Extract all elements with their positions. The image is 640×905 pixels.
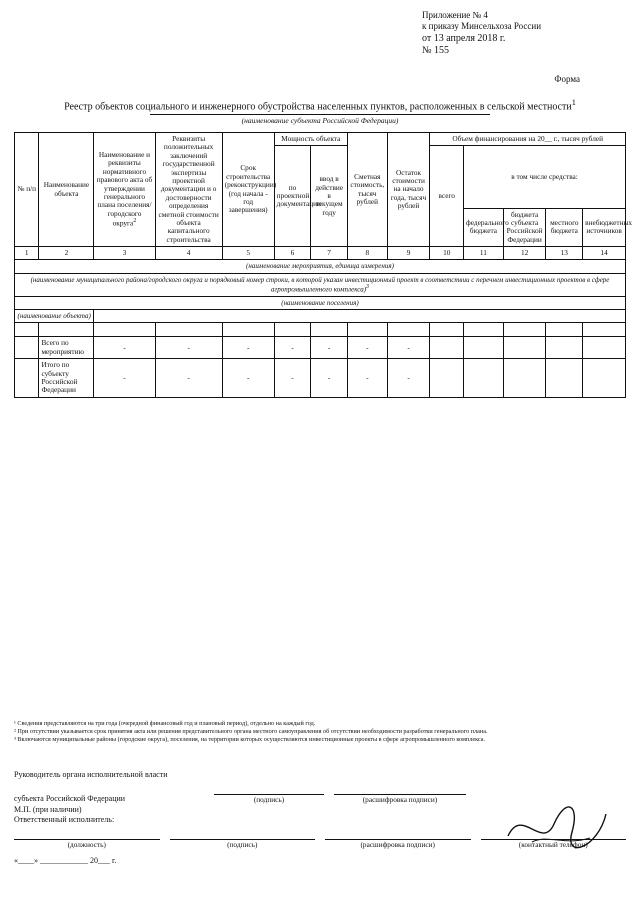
header-including-funds: в том числе средства: — [464, 146, 626, 208]
dash-cell: - — [274, 337, 311, 359]
header-capacity-group: Мощность объекта — [274, 133, 347, 146]
column-number: 5 — [222, 247, 274, 260]
empty-cell — [274, 323, 311, 337]
empty-cell — [155, 323, 222, 337]
dash-cell: - — [347, 359, 387, 398]
appendix-date: от 13 апреля 2018 г. — [422, 32, 506, 44]
dash-cell: - — [311, 359, 348, 398]
column-number: 10 — [430, 247, 464, 260]
header-capacity-commissioning: ввод в действие в текущем году — [311, 146, 348, 247]
empty-cell — [464, 359, 504, 398]
empty-cell — [94, 310, 626, 323]
empty-cell — [583, 323, 626, 337]
executor-signature-field-wrap — [170, 828, 316, 850]
header-expertise: Реквизиты положительных заключений государственной экспертизы проектной документации и о достоверности определения сметной стоимости объекта капитального строительства — [155, 133, 222, 247]
column-number: 12 — [503, 247, 546, 260]
header-subject-budget: бюджета субъекта Российской Федерации — [503, 208, 546, 247]
total-subject-row — [15, 359, 626, 398]
district-caption-row — [15, 273, 626, 296]
dash-cell: - — [387, 359, 430, 398]
dash-cell: - — [347, 337, 387, 359]
header-financing-group: Объем финансирования на 20__ г., тысяч рублей — [430, 133, 626, 146]
header-remaining-cost: Остаток стоимости на начало года, тысяч рублей — [387, 133, 430, 247]
dash-cell: - — [387, 337, 430, 359]
empty-cell — [464, 337, 504, 359]
executor-decoding-caption: (расшифровка подписи) — [360, 840, 435, 850]
empty-cell — [39, 323, 94, 337]
empty-cell — [464, 323, 504, 337]
footnote-1: ¹ Сведения представляются на три года (очередной финансовый год и плановый период), отдельно на каждый год. — [14, 720, 316, 727]
empty-cell — [546, 359, 583, 398]
header-object-name: Наименование объекта — [39, 133, 94, 247]
dash-cell: - — [155, 359, 222, 398]
district-caption — [15, 273, 626, 296]
head-decoding-caption: (расшифровка подписи) — [362, 794, 438, 804]
empty-cell — [311, 323, 348, 337]
title-footnote-mark: 1 — [571, 98, 576, 107]
dash-cell: - — [94, 359, 155, 398]
empty-cell — [222, 323, 274, 337]
header-federal-budget: федерального бюджета — [464, 208, 504, 247]
executor-decoding-field-wrap — [325, 828, 471, 850]
empty-cell — [387, 323, 430, 337]
executor-decoding-field — [325, 828, 471, 840]
phone-caption: (контактный телефон) — [518, 840, 588, 850]
executor-signature-field — [170, 828, 316, 840]
empty-cell — [15, 337, 39, 359]
settlement-caption-row — [15, 296, 626, 309]
empty-cell — [94, 323, 155, 337]
dash-cell: - — [94, 337, 155, 359]
empty-cell — [583, 337, 626, 359]
empty-cell — [430, 323, 464, 337]
empty-cell — [347, 323, 387, 337]
header-legal-act-text: Наименование и реквизиты нормативного правового акта об утверждении генерального плана поселения/городского округа — [96, 150, 153, 228]
dash-cell: - — [311, 337, 348, 359]
column-number: 2 — [39, 247, 94, 260]
footnote-3: ³ Включаются муниципальные районы (городские округа), поселения, на территории которых осуществляются инвестиционные проекты в сфере агропромышленного комплекса. — [14, 735, 486, 743]
stamp-label: М.П. (при наличии) — [14, 804, 82, 814]
handwritten-signature — [502, 796, 612, 856]
executor-signature-caption: (подпись) — [227, 840, 258, 850]
registry-table — [14, 132, 633, 398]
subject-caption: (наименование субъекта Российской Федерации) — [150, 114, 490, 125]
appendix-line-1: Приложение № 4 — [422, 10, 488, 20]
position-caption: (должность) — [67, 840, 106, 850]
dash-cell: - — [222, 337, 274, 359]
header-legal-act — [94, 133, 155, 247]
appendix-header — [422, 10, 622, 58]
dash-cell: - — [222, 359, 274, 398]
header-number: № п/п — [15, 133, 39, 247]
district-caption-mark: 3 — [366, 284, 369, 291]
document-title — [20, 98, 620, 112]
date-line: «____» ____________ 20___ г. — [14, 856, 117, 866]
empty-cell — [503, 323, 546, 337]
empty-cell — [583, 359, 626, 398]
object-caption: (наименование объекта) — [15, 310, 94, 323]
header-capacity-design: по проектной документации — [274, 146, 311, 247]
head-title-line-2: субъекта Российской Федерации — [14, 793, 126, 803]
settlement-caption: (наименование поселения) — [15, 296, 626, 309]
header-legal-act-mark: 2 — [133, 218, 137, 225]
header-extrabudgetary: внебюджетных источников — [583, 208, 626, 247]
header-financing-total: всего — [430, 146, 464, 247]
dash-cell: - — [274, 359, 311, 398]
column-number: 1 — [15, 247, 39, 260]
head-signature-field — [214, 783, 324, 795]
head-signature-caption: (подпись) — [253, 794, 285, 804]
header-estimated-cost: Сметная стоимость, тысяч рублей — [347, 133, 387, 247]
appendix-number: № 155 — [422, 45, 450, 56]
column-number: 4 — [155, 247, 222, 260]
district-caption-text: (наименование муниципального района/городского округа и порядковый номер строки, в которой указан инвестиционный проект в соответствии с перечнем инвестиционных проектов в сфере агропромышленного комплекса) — [30, 275, 610, 294]
total-measure-label: Всего по мероприятию — [39, 337, 94, 359]
head-decoding-field-wrap — [334, 783, 466, 805]
empty-cell — [546, 323, 583, 337]
column-number: 14 — [583, 247, 626, 260]
total-measure-row — [15, 337, 626, 359]
head-decoding-field — [334, 783, 466, 795]
position-field — [14, 828, 160, 840]
column-number: 7 — [311, 247, 348, 260]
empty-cell — [15, 359, 39, 398]
column-number: 3 — [94, 247, 155, 260]
column-number: 6 — [274, 247, 311, 260]
measure-caption: (наименование мероприятия, единица измерения) — [15, 260, 626, 273]
title-text: Реестр объектов социального и инженерного обустройства населенных пунктов, расположенных в сельской местности — [64, 101, 572, 113]
empty-cell — [546, 337, 583, 359]
column-number: 8 — [347, 247, 387, 260]
empty-cell — [15, 323, 39, 337]
empty-cell — [503, 359, 546, 398]
position-field-wrap — [14, 828, 160, 850]
column-numbers-row — [15, 247, 626, 260]
executor-label: Ответственный исполнитель: — [14, 815, 115, 825]
column-number: 13 — [546, 247, 583, 260]
total-subject-label: Итого по субъекту Российской Федерации — [39, 359, 94, 398]
object-caption-row — [15, 310, 626, 323]
head-title-line-1: Руководитель органа исполнительной власти — [14, 770, 168, 779]
column-number: 11 — [464, 247, 504, 260]
head-signature-field-wrap — [214, 783, 324, 805]
empty-cell — [503, 337, 546, 359]
footnote-2: ² При отсутствии указывается срок принятия акта или решения представительного органа местного самоуправления об отсутствии необходимости разработки генерального плана. — [14, 727, 488, 735]
footnotes — [14, 720, 626, 743]
empty-cell — [430, 359, 464, 398]
dash-cell: - — [155, 337, 222, 359]
form-label: Форма — [554, 74, 580, 84]
measure-caption-row — [15, 260, 626, 273]
header-construction-term: Срок строительства (реконструкции) (год начала - год завершения) — [222, 133, 274, 247]
header-local-budget: местного бюджета — [546, 208, 583, 247]
table-row — [15, 323, 626, 337]
appendix-line-2: к приказу Минсельхоза России — [422, 21, 542, 32]
column-number: 9 — [387, 247, 430, 260]
empty-cell — [430, 337, 464, 359]
